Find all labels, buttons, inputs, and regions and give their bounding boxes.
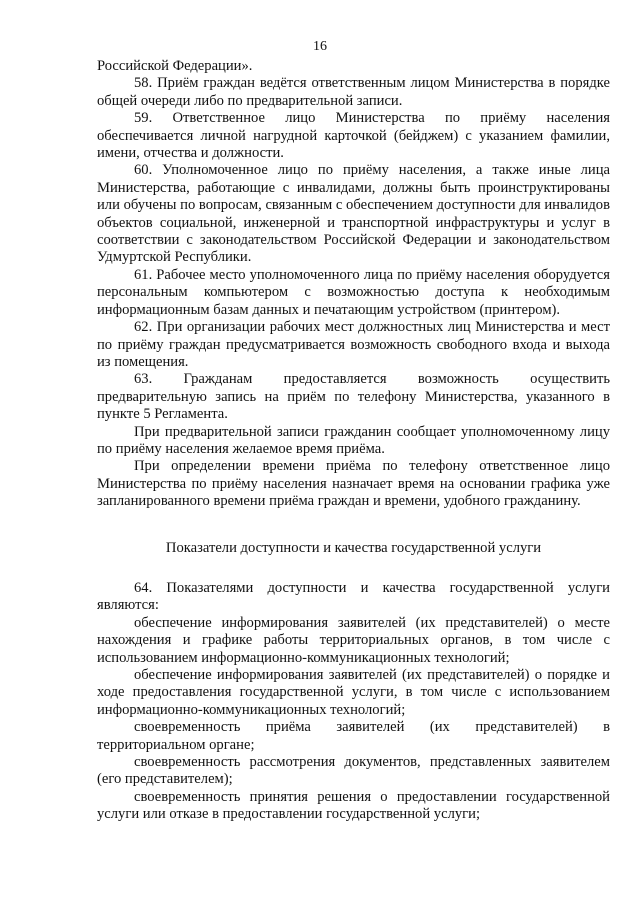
paragraph-63-time: При определении времени приёма по телефону ответственное лицо Министерства по приёму населения назначает время на основании графика уже запланированного времени приёма граждан и времени, удобного гражданину. — [97, 458, 610, 510]
page-number: 16 — [313, 39, 327, 54]
list-item: обеспечение информирования заявителей (их представителей) о месте нахождения и графике работы территориальных органов, в том числе с использованием информационно-коммуникационных технологий; — [97, 614, 610, 666]
section-heading: Показатели доступности и качества государственной услуги — [165, 540, 542, 556]
paragraph-continuation: Российской Федерации». — [97, 58, 253, 74]
list-item: обеспечение информирования заявителей (их представителей) о порядке и ходе предоставления государственной услуги, в том числе с использованием информационно-коммуникационных технологий; — [97, 667, 610, 718]
paragraph-59: 59. Ответственное лицо Министерства по приёму населения обеспечивается личной нагрудной карточкой (бейджем) с указанием фамилии, имени, отчества и должности. — [97, 110, 610, 162]
paragraph-64: 64. Показателями доступности и качества государственной услуги являются: — [97, 580, 610, 614]
paragraph-61: 61. Рабочее место уполномоченного лица по приёму населения оборудуется персональным компьютером с возможностью доступа к необходимым информационным базам данных и печатающим устройством (принтером). — [97, 266, 610, 318]
paragraph-62: 62. При организации рабочих мест должностных лиц Министерства и мест по приёму граждан предусматривается возможность свободного входа и выхода из помещения. — [97, 319, 610, 370]
list-item: своевременность принятия решения о предоставлении государственной услуги или отказе в предоставлении государственной услуги; — [97, 788, 610, 823]
paragraph-63-preliminary: При предварительной записи гражданин сообщает уполномоченному лицу по приёму населения желаемое время приёма. — [97, 423, 610, 457]
document-body-bottom — [97, 580, 610, 824]
paragraph-60: 60. Уполномоченное лицо по приёму населения, а также иные лица Министерства, работающие с инвалидами, должны быть проинструктированы или обучены по вопросам, связанным с обеспечением доступности для инвалидов объектов социальной, инженерной и транспортной инфраструктуры и услуг в соответствии с законодательством Российской Федерации и законодательством Удмуртской Республики. — [97, 162, 610, 266]
paragraph-58: 58. Приём граждан ведётся ответственным лицом Министерства в порядке общей очереди либо по предварительной записи. — [97, 75, 610, 109]
document-body-top — [97, 58, 610, 511]
paragraph-63: 63. Гражданам предоставляется возможность осуществить предварительную запись на приём по телефону Министерства, указанного в пункте 5 Регламента. — [97, 371, 610, 423]
list-item: своевременность рассмотрения документов, представленных заявителем (его представителем); — [97, 754, 610, 788]
list-item: своевременность приёма заявителей (их представителей) в территориальном органе; — [97, 719, 610, 753]
